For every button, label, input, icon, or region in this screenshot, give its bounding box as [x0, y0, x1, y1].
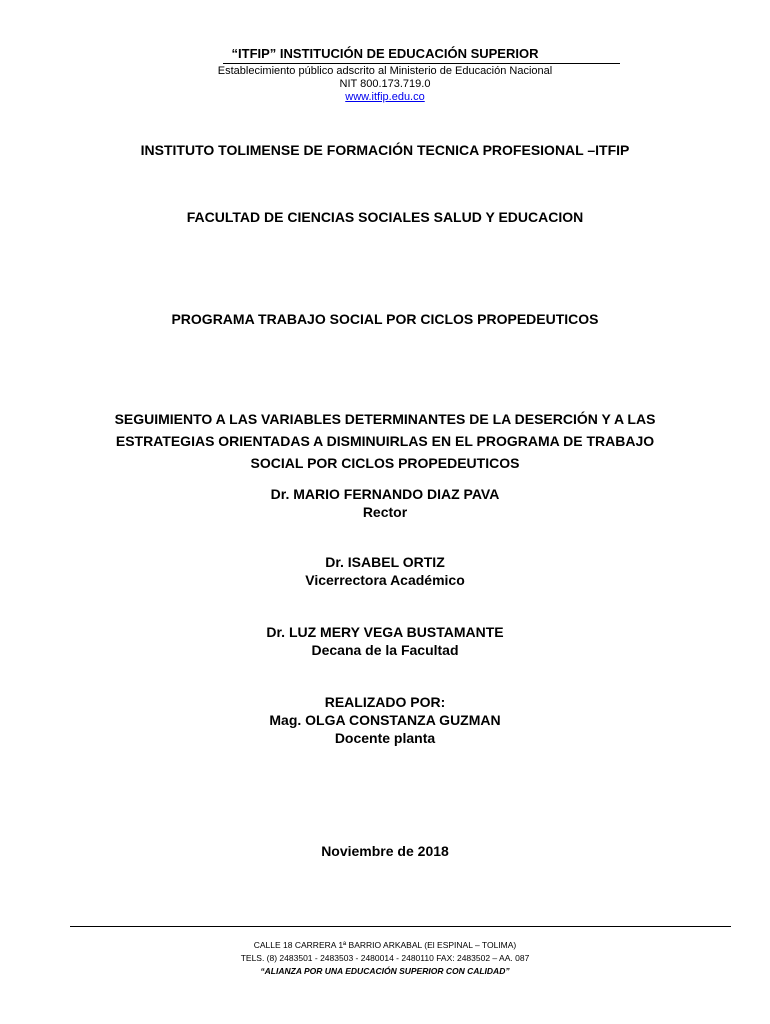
header-subtitle: Establecimiento público adscrito al Ministerio de Educación Nacional: [217, 65, 553, 77]
header-website: [0, 91, 770, 103]
person-decana: [0, 623, 770, 659]
author-name: Mag. OLGA CONSTANZA GUZMAN: [269, 712, 501, 728]
person-name: Dr. ISABEL ORTIZ: [325, 554, 445, 570]
author-block: [0, 693, 770, 747]
document-date: Noviembre de 2018: [321, 843, 449, 859]
person-role: Decana de la Facultad: [311, 642, 459, 658]
website-link[interactable]: www.itfip.edu.co: [345, 91, 425, 103]
footer-slogan: “ALIANZA POR UNA EDUCACIÓN SUPERIOR CON CALIDAD”: [260, 966, 510, 976]
author-label: REALIZADO POR:: [324, 694, 446, 710]
document-title: SEGUIMIENTO A LAS VARIABLES DETERMINANTES DE LA DESERCIÓN Y A LAS ESTRATEGIAS ORIENTADAS A DISMINUIRLAS EN EL PROGRAMA DE TRABAJO SOCIAL POR CICLOS PROPEDEUTICOS: [114, 411, 656, 471]
person-name: Dr. LUZ MERY VEGA BUSTAMANTE: [266, 624, 504, 640]
faculty-heading: FACULTAD DE CIENCIAS SOCIALES SALUD Y EDUCACION: [186, 209, 584, 225]
person-role: Rector: [362, 504, 408, 520]
institute-heading: INSTITUTO TOLIMENSE DE FORMACIÓN TECNICA PROFESIONAL –ITFIP: [140, 142, 630, 158]
author-role: Docente planta: [334, 730, 436, 746]
header-divider: [223, 63, 620, 64]
footer-phones: TELS. (8) 2483501 - 2483503 - 2480014 - 2480110 FAX: 2483502 – AA. 087: [240, 953, 530, 963]
header-nit: NIT 800.173.719.0: [339, 78, 431, 90]
person-rector: [0, 485, 770, 521]
header-title: “ITFIP” INSTITUCIÓN DE EDUCACIÓN SUPERIOR: [231, 46, 539, 61]
person-role: Vicerrectora Académico: [305, 572, 465, 588]
person-vicerrectora: [0, 553, 770, 589]
program-heading: PROGRAMA TRABAJO SOCIAL POR CICLOS PROPEDEUTICOS: [171, 311, 599, 327]
footer-address: CALLE 18 CARRERA 1ª BARRIO ARKABAL (El ESPINAL – TOLIMA): [253, 940, 517, 950]
person-name: Dr. MARIO FERNANDO DIAZ PAVA: [270, 486, 500, 502]
footer-divider: [70, 926, 731, 927]
